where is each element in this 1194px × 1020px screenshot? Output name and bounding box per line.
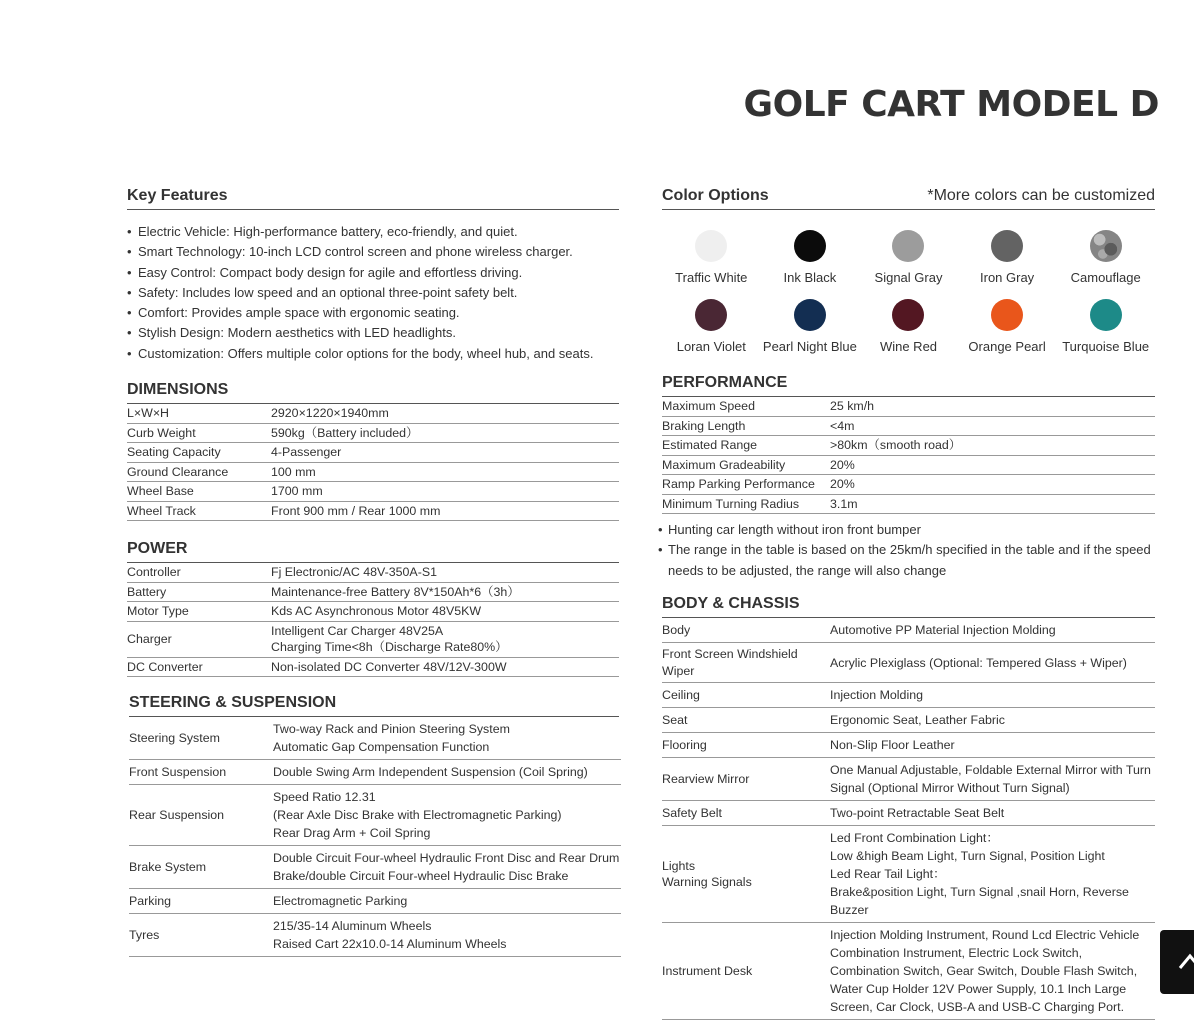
spec-row [127, 404, 619, 423]
spec-value-line: Automatic Gap Compensation Function [273, 740, 490, 755]
spec-value [271, 582, 619, 602]
spec-key: Maximum Speed [662, 397, 830, 416]
performance-title: PERFORMANCE [662, 374, 788, 391]
key-features-title: Key Features [127, 187, 228, 204]
spec-key: Charger [127, 621, 271, 657]
color-name: Orange Pearl [968, 339, 1046, 354]
spec-row [127, 443, 619, 463]
key-feature-item: • Smart Technology: 10-inch LCD control screen and phone wireless charger. [127, 242, 619, 262]
spec-value-line: Maintenance-free Battery 8V*150Ah*6（3h） [271, 584, 520, 599]
scroll-to-top-button[interactable] [1160, 930, 1194, 994]
spec-key: Maximum Gradeability [662, 455, 830, 475]
spec-value-line: Intelligent Car Charger 48V25A [271, 623, 444, 638]
steering-table [129, 717, 621, 957]
color-dot [892, 230, 924, 262]
spec-row [129, 889, 621, 914]
spec-value [830, 494, 1155, 514]
spec-key: Ramp Parking Performance [662, 475, 830, 495]
spec-row [662, 826, 1155, 923]
spec-key: Flooring [662, 733, 830, 758]
spec-value [830, 475, 1155, 495]
color-name: Iron Gray [980, 270, 1035, 285]
spec-value [830, 455, 1155, 475]
key-feature-item: • Customization: Offers multiple color options for the body, wheel hub, and seats. [127, 344, 619, 364]
spec-row [662, 455, 1155, 475]
spec-key: Braking Length [662, 416, 830, 436]
performance-note: • Hunting car length without iron front bumper [658, 520, 1155, 540]
body-chassis-heading [662, 595, 1155, 618]
spec-value [271, 621, 619, 657]
spec-row [662, 758, 1155, 801]
spec-value-line: Ergonomic Seat, Leather Fabric [830, 713, 1005, 728]
spec-value-line: >80km（smooth road） [830, 438, 962, 452]
color-dot [892, 299, 924, 331]
spec-row [127, 482, 619, 502]
spec-key: Safety Belt [662, 801, 830, 826]
spec-value-line: Electromagnetic Parking [273, 894, 408, 909]
spec-value-line: Injection Molding [830, 688, 923, 703]
spec-key: Front Screen Windshield Wiper [662, 643, 830, 683]
spec-key: Seating Capacity [127, 443, 271, 463]
color-swatch [761, 230, 860, 285]
spec-key: Instrument Desk [662, 923, 830, 1020]
key-feature-item: • Safety: Includes low speed and an optional three-point safety belt. [127, 283, 619, 303]
color-options-heading [662, 187, 1155, 210]
spec-value-line: 1700 mm [271, 484, 323, 499]
spec-key: Front Suspension [129, 760, 273, 785]
color-dot [1090, 299, 1122, 331]
spec-value [271, 501, 619, 521]
color-swatch [859, 299, 958, 354]
performance-heading [662, 374, 1155, 397]
spec-value [273, 717, 621, 760]
spec-row [662, 397, 1155, 416]
color-swatch [1056, 230, 1155, 285]
spec-value [830, 826, 1155, 923]
spec-row [127, 657, 619, 677]
spec-value-line: Led Rear Tail Light： [830, 867, 946, 882]
spec-value-line: 3.1m [830, 496, 858, 511]
spec-row [662, 801, 1155, 826]
spec-row [129, 846, 621, 889]
spec-value [830, 801, 1155, 826]
spec-value [830, 643, 1155, 683]
spec-row [129, 914, 621, 957]
page-title: GOLF CART MODEL D [743, 84, 1159, 125]
key-feature-item: • Electric Vehicle: High-performance battery, eco-friendly, and quiet. [127, 222, 619, 242]
spec-value [830, 618, 1155, 643]
spec-key: Brake System [129, 846, 273, 889]
spec-value [830, 416, 1155, 436]
spec-value-line: 4-Passenger [271, 445, 342, 460]
spec-value-line: (Rear Axle Disc Brake with Electromagnetic Parking) [273, 808, 562, 823]
color-options-note: *More colors can be customized [927, 187, 1155, 204]
color-name: Turquoise Blue [1062, 339, 1150, 354]
spec-row [662, 708, 1155, 733]
spec-row [662, 618, 1155, 643]
color-swatch [1056, 299, 1155, 354]
spec-value-line: 215/35-14 Aluminum Wheels [273, 919, 432, 934]
key-feature-item: • Stylish Design: Modern aesthetics with LED headlights. [127, 323, 619, 343]
spec-value [273, 914, 621, 957]
spec-value-line: Brake&position Light, Turn Signal ,snail Horn, Reverse Buzzer [830, 885, 1129, 918]
spec-row [127, 602, 619, 622]
spec-value [271, 602, 619, 622]
spec-row [662, 733, 1155, 758]
spec-key: Controller [127, 563, 271, 582]
key-features-heading [127, 187, 619, 210]
spec-key: Body [662, 618, 830, 643]
spec-value-line: Non-isolated DC Converter 48V/12V-300W [271, 659, 507, 674]
color-dot [794, 299, 826, 331]
color-dot [695, 230, 727, 262]
spec-value [271, 423, 619, 443]
spec-value-line: 20% [830, 457, 855, 472]
color-name: Pearl Night Blue [762, 339, 857, 354]
color-dot [695, 299, 727, 331]
spec-value-line: Double Swing Arm Independent Suspension (Coil Spring) [273, 765, 588, 780]
steering-title: STEERING & SUSPENSION [129, 694, 337, 712]
power-heading [127, 540, 619, 563]
left-column [127, 187, 619, 957]
spec-value-line: 100 mm [271, 464, 316, 479]
body-chassis-title: BODY & CHASSIS [662, 595, 800, 613]
body-chassis-table [662, 618, 1155, 1020]
color-swatch [859, 230, 958, 285]
spec-value-line: 20% [830, 477, 855, 491]
color-name: Wine Red [879, 339, 938, 354]
spec-value-line: Automotive PP Material Injection Molding [830, 623, 1056, 638]
key-feature-item: • Easy Control: Compact body design for agile and effortless driving. [127, 263, 619, 283]
color-name: Signal Gray [874, 270, 943, 285]
spec-value-line: Non-Slip Floor Leather [830, 738, 955, 753]
spec-key: Estimated Range [662, 436, 830, 456]
color-name: Ink Black [783, 270, 837, 285]
spec-key: Parking [129, 889, 273, 914]
spec-key: L×W×H [127, 404, 271, 423]
spec-key: Wheel Track [127, 501, 271, 521]
spec-row [662, 683, 1155, 708]
color-swatch [958, 230, 1057, 285]
spec-value-line: Two-point Retractable Seat Belt [830, 806, 1005, 821]
spec-key: Tyres [129, 914, 273, 957]
color-swatch [662, 230, 761, 285]
key-feature-item: • Comfort: Provides ample space with ergonomic seating. [127, 303, 619, 323]
color-dot [1090, 230, 1122, 262]
color-swatch [761, 299, 860, 354]
spec-value [271, 404, 619, 423]
spec-value [830, 397, 1155, 416]
dimensions-title: DIMENSIONS [127, 381, 229, 399]
spec-key: Curb Weight [127, 423, 271, 443]
spec-value-line: Two-way Rack and Pinion Steering System [273, 722, 510, 737]
spec-row [127, 462, 619, 482]
spec-value [830, 733, 1155, 758]
spec-value-line: Acrylic Plexiglass (Optional: Tempered Glass + Wiper) [830, 655, 1127, 670]
color-name: Traffic White [675, 270, 748, 285]
spec-value-line: Front 900 mm / Rear 1000 mm [271, 503, 441, 518]
spec-value-line: One Manual Adjustable, Foldable External Mirror with Turn Signal (Optional Mirror Without Turn Signal) [830, 763, 1151, 796]
spec-value-line: 25 km/h [830, 399, 875, 413]
spec-key: Rearview Mirror [662, 758, 830, 801]
spec-value [830, 708, 1155, 733]
spec-key: Wheel Base [127, 482, 271, 502]
spec-row [127, 582, 619, 602]
spec-value-line: Charging Time<8h（Discharge Rate80%） [271, 640, 508, 655]
spec-key: Ground Clearance [127, 462, 271, 482]
spec-value-line: <4m [830, 418, 855, 433]
color-dot [991, 299, 1023, 331]
spec-row [662, 436, 1155, 456]
spec-key: Rear Suspension [129, 785, 273, 846]
spec-value-line: Kds AC Asynchronous Motor 48V5KW [271, 604, 482, 619]
spec-row [662, 643, 1155, 683]
spec-value-line: Injection Molding Instrument, Round Lcd Electric Vehicle Combination Instrument, Electric Lock Switch, Combination Switch, Gear Switch, Double Flash Switch, Water Cup Holder 12V Power Supply, 10.1 Inch Large Screen, Car Clock, USB-A and USB-C Charging Port. [830, 928, 1140, 1015]
spec-row [662, 416, 1155, 436]
spec-row [662, 923, 1155, 1020]
spec-row [662, 494, 1155, 514]
spec-key: Ceiling [662, 683, 830, 708]
spec-key: Minimum Turning Radius [662, 494, 830, 514]
dimensions-heading [127, 381, 619, 404]
spec-value [830, 436, 1155, 456]
color-name: Camouflage [1070, 270, 1141, 285]
dimensions-table [127, 404, 619, 521]
spec-value-line: Speed Ratio 12.31 [273, 790, 376, 805]
spec-value-line: 2920×1220×1940mm [271, 406, 389, 421]
spec-value-line: 590kg（Battery included） [271, 425, 419, 440]
spec-value [271, 563, 619, 582]
key-features-list [127, 222, 619, 364]
spec-value [273, 760, 621, 785]
color-swatch [662, 299, 761, 354]
spec-key: DC Converter [127, 657, 271, 677]
right-column [662, 187, 1155, 1020]
color-dot [794, 230, 826, 262]
steering-heading [129, 694, 619, 717]
spec-value [271, 462, 619, 482]
spec-row [129, 717, 621, 760]
power-title: POWER [127, 540, 188, 558]
spec-row [127, 563, 619, 582]
spec-value-line: Low &high Beam Light, Turn Signal, Position Light [830, 849, 1105, 864]
spec-value-line: Double Circuit Four-wheel Hydraulic Front Disc and Rear Drum [273, 851, 620, 866]
spec-row [129, 785, 621, 846]
color-name: Loran Violet [676, 339, 746, 354]
spec-value-line: Brake/double Circuit Four-wheel Hydraulic Disc Brake [273, 869, 569, 884]
performance-notes [658, 520, 1155, 581]
spec-value [271, 657, 619, 677]
color-swatch [958, 299, 1057, 354]
spec-key: Seat [662, 708, 830, 733]
power-table [127, 563, 619, 677]
color-swatches [662, 230, 1155, 354]
spec-row [127, 423, 619, 443]
spec-value-line: Rear Drag Arm + Coil Spring [273, 826, 431, 841]
spec-value [271, 443, 619, 463]
performance-note: • The range in the table is based on the 25km/h specified in the table and if the speed needs to be adjusted, the range will also change [658, 540, 1155, 581]
spec-key: Battery [127, 582, 271, 602]
spec-value-line: Led Front Combination Light： [830, 831, 999, 846]
spec-value [273, 889, 621, 914]
spec-value [830, 683, 1155, 708]
spec-value [830, 923, 1155, 1020]
spec-row [129, 760, 621, 785]
color-dot [991, 230, 1023, 262]
performance-table [662, 397, 1155, 514]
spec-key: Motor Type [127, 602, 271, 622]
spec-value [830, 758, 1155, 801]
spec-value-line: Raised Cart 22x10.0-14 Aluminum Wheels [273, 937, 507, 952]
color-options-title: Color Options [662, 187, 769, 204]
spec-key: Steering System [129, 717, 273, 760]
spec-key: Lights Warning Signals [662, 826, 830, 923]
spec-row [127, 501, 619, 521]
spec-value [273, 785, 621, 846]
spec-value-line: Fj Electronic/AC 48V-350A-S1 [271, 565, 437, 580]
spec-value [273, 846, 621, 889]
spec-value [271, 482, 619, 502]
chevron-up-icon [1160, 930, 1194, 994]
spec-row [127, 621, 619, 657]
spec-row [662, 475, 1155, 495]
